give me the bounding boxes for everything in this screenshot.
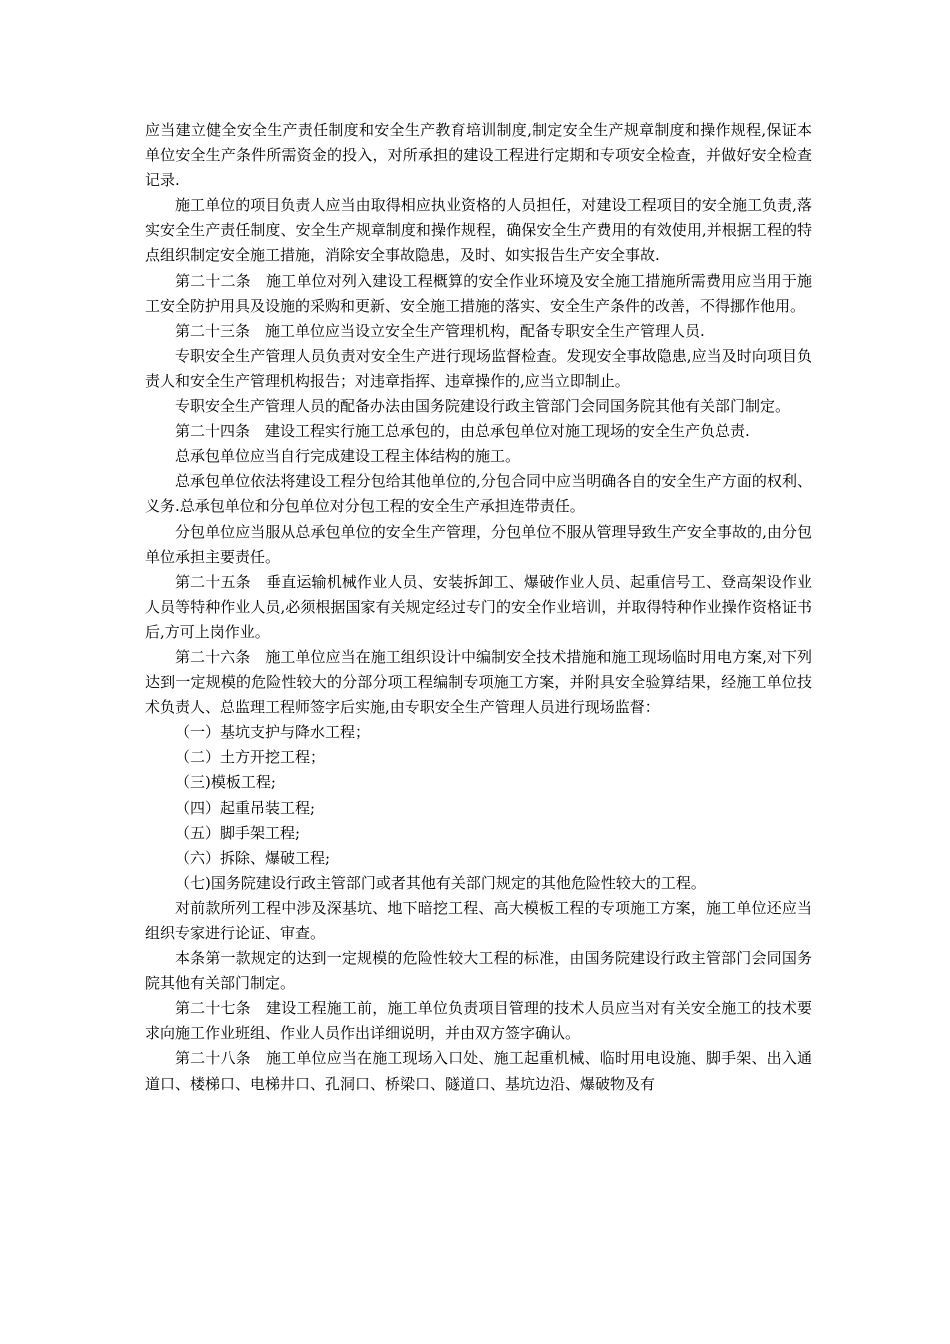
paragraph-5: 专职安全生产管理人员负责对安全生产进行现场监督检查。发现安全事故隐患,应当及时向项目负责人和安全生产管理机构报告；对违章指挥、违章操作的,应当立即制止。 [145,346,812,390]
article-25: 第二十五条 垂直运输机械作业人员、安装拆卸工、爆破作业人员、起重信号工、登高架设作业人员等特种作业人员,必须根据国家有关规定经过专门的安全作业培训，并取得特种作业操作资格证书后,方可上岗作业。 [145,572,812,641]
list-item-5: （五）脚手架工程; [175,823,301,842]
paragraph-2: 施工单位的项目负责人应当由取得相应执业资格的人员担任，对建设工程项目的安全施工负责,落实安全生产责任制度、安全生产规章制度和操作规程，确保安全生产费用的有效使用,并根据工程的特点组织制定安全施工措施，消除安全事故隐患，及时、如实报告生产安全事故. [145,196,812,265]
paragraph-10: 分包单位应当服从总承包单位的安全生产管理，分包单位不服从管理导致生产安全事故的,由分包单位承担主要责任。 [145,522,812,566]
list-item-1: （一）基坑支护与降水工程； [175,723,371,742]
paragraph-20: 对前款所列工程中涉及深基坑、地下暗挖工程、高大模板工程的专项施工方案，施工单位还应当组织专家进行论证、审查。 [145,898,812,942]
article-24: 第二十四条 建设工程实行施工总承包的，由总承包单位对施工现场的安全生产负总责. [175,422,750,441]
document-page [145,118,812,1097]
list-item-7: （七)国务院建设行政主管部门或者其他有关部门规定的其他危险性较大的工程。 [175,873,706,892]
article-22: 第二十二条 施工单位对列入建设工程概算的安全作业环境及安全施工措施所需费用应当用于施工安全防护用具及设施的采购和更新、安全施工措施的落实、安全生产条件的改善，不得挪作他用。 [145,271,812,315]
paragraph-9: 总承包单位依法将建设工程分包给其他单位的,分包合同中应当明确各自的安全生产方面的权利、义务.总承包单位和分包单位对分包工程的安全生产承担连带责任。 [145,472,812,516]
article-23: 第二十三条 施工单位应当设立安全生产管理机构，配备专职安全生产管理人员. [175,321,705,340]
paragraph-8: 总承包单位应当自行完成建设工程主体结构的施工。 [175,447,521,466]
list-item-6: （六）拆除、爆破工程; [175,848,331,867]
paragraph-1: 应当建立健全安全生产责任制度和安全生产教育培训制度,制定安全生产规章制度和操作规程,保证本单位安全生产条件所需资金的投入，对所承担的建设工程进行定期和专项安全检查，并做好安全检查记录. [145,121,812,190]
paragraph-6: 专职安全生产管理人员的配备办法由国务院建设行政主管部门会同国务院其他有关部门制定。 [175,397,791,416]
paragraph-21: 本条第一款规定的达到一定规模的危险性较大工程的标准，由国务院建设行政主管部门会同国务院其他有关部门制定。 [145,949,812,993]
article-27: 第二十七条 建设工程施工前，施工单位负责项目管理的技术人员应当对有关安全施工的技术要求向施工作业班组、作业人员作出详细说明，并由双方签字确认。 [145,999,812,1043]
list-item-4: （四）起重吊装工程; [175,798,316,817]
list-item-3: （三)模板工程; [175,773,276,792]
list-item-2: （二）土方开挖工程； [175,748,326,767]
article-26: 第二十六条 施工单位应当在施工组织设计中编制安全技术措施和施工现场临时用电方案,对下列达到一定规模的危险性较大的分部分项工程编制专项施工方案，并附具安全验算结果，经施工单位技术负责人、总监理工程师签字后实施,由专职安全生产管理人员进行现场监督： [145,647,812,717]
article-28: 第二十八条 施工单位应当在施工现场入口处、施工起重机械、临时用电设施、脚手架、出入通道口、楼梯口、电梯井口、孔洞口、桥梁口、隧道口、基坑边沿、爆破物及有 [145,1049,812,1093]
